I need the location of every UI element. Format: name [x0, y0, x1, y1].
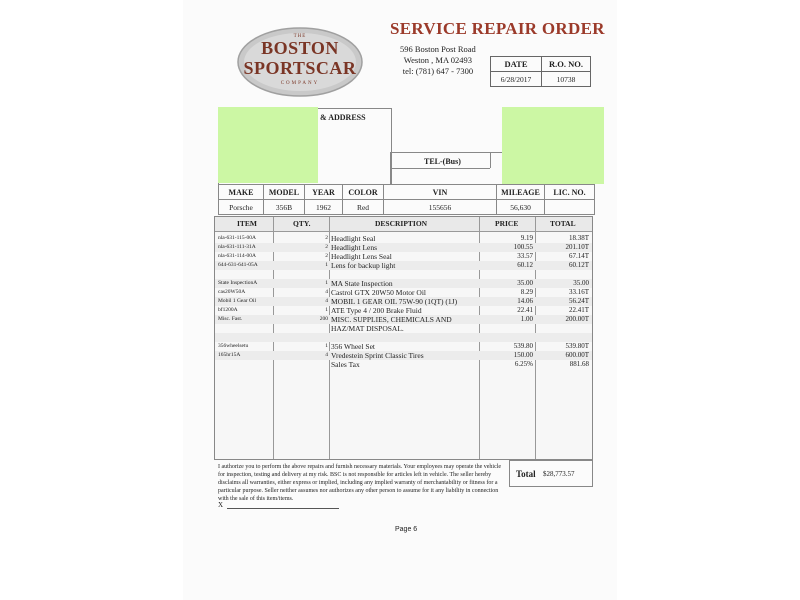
total-label: Total [516, 469, 536, 479]
redaction-left [218, 107, 318, 183]
item-code: Mobil 1 Gear Oil [218, 298, 257, 304]
item-description: Headlight Lens [331, 243, 378, 252]
item-price: 1.00 [520, 315, 533, 323]
document-title: SERVICE REPAIR ORDER [390, 19, 605, 38]
header-qty: QTY. [293, 219, 311, 228]
item-description: MA State Inspection [331, 279, 393, 288]
item-total: 33.16T [568, 288, 589, 296]
item-code: cas20W50A [218, 289, 246, 295]
item-description: Lens for backup light [331, 261, 396, 270]
item-qty: 2 [325, 235, 328, 241]
logo-the: THE [293, 34, 307, 39]
item-qty: 1 [325, 307, 328, 313]
vehicle-header-vin: VIN [384, 185, 497, 200]
table-row [215, 252, 592, 261]
vehicle-mileage: 56,630 [497, 200, 545, 215]
item-qty: 2 [325, 253, 328, 259]
item-total: 600.00T [565, 351, 589, 359]
item-description: Headlight Seal [331, 234, 376, 243]
redaction-right [502, 107, 604, 184]
table-row [215, 351, 592, 360]
ro-value: 10738 [542, 72, 591, 87]
table-row [215, 288, 592, 297]
signature-line [227, 508, 339, 509]
item-code: bf1200A [218, 307, 238, 313]
item-total: 539.80T [565, 342, 589, 350]
item-total: 67.14T [568, 252, 589, 260]
item-code: 644-631-641-05A [218, 262, 258, 268]
item-total: 60.12T [568, 261, 589, 269]
item-description: Sales Tax [331, 360, 360, 369]
vehicle-header-color: COLOR [343, 185, 384, 200]
table-row [215, 234, 592, 243]
item-code: nla-631-111-31A [218, 244, 256, 250]
item-price: 14.06 [517, 297, 533, 305]
table-row [215, 342, 592, 351]
vehicle-header-year: YEAR [305, 185, 343, 200]
item-price: 9.19 [520, 234, 533, 242]
table-row [215, 360, 592, 369]
item-total: 18.38T [568, 234, 589, 242]
item-qty: 1 [325, 280, 328, 286]
item-description: 356 Wheel Set [331, 342, 376, 351]
header-price: PRICE [495, 219, 519, 228]
item-description: ATE Type 4 / 200 Brake Fluid [331, 306, 422, 315]
vehicle-header-make: MAKE [219, 185, 264, 200]
item-description: Castrol GTX 20W50 Motor Oil [331, 288, 426, 297]
table-row [215, 324, 592, 333]
item-qty: 4 [325, 289, 328, 295]
item-price: 150.00 [513, 351, 533, 359]
table-row [215, 297, 592, 306]
items-table [214, 216, 593, 460]
item-code: State InspectionA [218, 280, 258, 286]
logo-word-boston: BOSTON [261, 38, 339, 58]
company-logo [236, 26, 364, 98]
logo-word-sportscar: SPORTSCAR [243, 58, 357, 78]
item-code: nla-631-114-00A [218, 253, 256, 259]
vehicle-value-row [219, 200, 595, 215]
item-code: Misc. Fast. [218, 316, 243, 322]
vehicle-vin: 155656 [384, 200, 497, 215]
table-row [215, 306, 592, 315]
item-price: 8.29 [520, 288, 533, 296]
vehicle-color: Red [343, 200, 384, 215]
item-price: 6.25% [514, 360, 533, 368]
ro-label: R.O. NO. [542, 57, 591, 72]
item-description: MOBIL 1 GEAR OIL 75W-90 (1QT) (1J) [331, 297, 458, 306]
item-price: 100.55 [513, 243, 533, 251]
table-row [215, 279, 592, 288]
vehicle-header-model: MODEL [264, 185, 305, 200]
vehicle-header-lic: LIC. NO. [545, 185, 595, 200]
item-total: 201.10T [565, 243, 589, 251]
page-number: Page 6 [395, 526, 418, 533]
item-price: 539.80 [513, 342, 533, 350]
item-code: nla-631-115-00A [218, 235, 256, 241]
item-price: 35.00 [517, 279, 533, 287]
item-total: 35.00 [573, 279, 589, 287]
item-total: 200.00T [565, 315, 589, 323]
vehicle-header-mileage: MILEAGE [497, 185, 545, 200]
vehicle-table [218, 184, 595, 215]
item-price: 22.41 [517, 306, 533, 314]
grand-total-box [509, 460, 593, 487]
item-price: 60.12 [517, 261, 533, 269]
item-code: 165hr15A [218, 352, 241, 358]
shop-phone: tel: (781) 647 - 7300 [402, 66, 474, 76]
item-qty: 1 [325, 262, 328, 268]
vehicle-model: 356B [264, 200, 305, 215]
item-description: Headlight Lens Seal [331, 252, 392, 261]
date-value: 6/28/2017 [491, 72, 542, 87]
item-description: HAZ/MAT DISPOSAL. [331, 324, 404, 333]
item-description: Vredestein Sprint Classic Tires [331, 351, 424, 360]
item-qty: 1 [325, 343, 328, 349]
logo-company: COMPANY [280, 81, 320, 86]
phone-divider [390, 168, 490, 169]
item-qty: 4 [325, 352, 328, 358]
authorization-terms: I authorize you to perform the above repairs and furnish necessary materials. Your employees may operate the vehicle for inspection, testing and delivery at my risk. BSC is not responsible for articles left in vehicle. The seller hereby disclaims all warranties, either express or implied, including any implied warranty of merchantability or fitness for a particular purpose. Seller neither assumes nor authorizes any other person to assume for it any liability in connection with the sale of this item/items. [218, 464, 502, 502]
date-ro-box [490, 56, 591, 87]
item-total: 22.41T [568, 306, 589, 314]
vehicle-header-row [219, 185, 595, 200]
item-code: 356wheelsetu [218, 343, 249, 349]
table-row [215, 315, 592, 324]
date-label: DATE [491, 57, 542, 72]
header-total: TOTAL [550, 219, 576, 228]
phone-vdivider [490, 152, 491, 168]
item-qty: 200 [319, 316, 328, 322]
table-row [215, 261, 592, 270]
item-description: MISC. SUPPLIES, CHEMICALS AND [331, 315, 452, 324]
shop-address [400, 44, 476, 77]
item-total: 881.68 [569, 360, 589, 368]
item-price: 33.57 [517, 252, 533, 260]
tel-bus-label: TEL-(Bus) [424, 157, 461, 166]
header-item: ITEM [237, 219, 258, 228]
vehicle-lic [545, 200, 595, 215]
signature-mark: X [218, 501, 224, 509]
vehicle-year: 1962 [305, 200, 343, 215]
address-line-2: Weston , MA 02493 [403, 55, 473, 65]
item-qty: 2 [325, 244, 328, 250]
table-row [215, 270, 592, 279]
address-line-1: 596 Boston Post Road [400, 44, 476, 54]
address-label: & ADDRESS [320, 113, 366, 122]
vehicle-make: Porsche [219, 200, 264, 215]
table-row [215, 333, 592, 342]
header-description: DESCRIPTION [375, 219, 428, 228]
total-value: $28,773.57 [543, 470, 575, 478]
item-qty: 4 [325, 298, 328, 304]
table-row [215, 243, 592, 252]
item-total: 56.24T [568, 297, 589, 305]
